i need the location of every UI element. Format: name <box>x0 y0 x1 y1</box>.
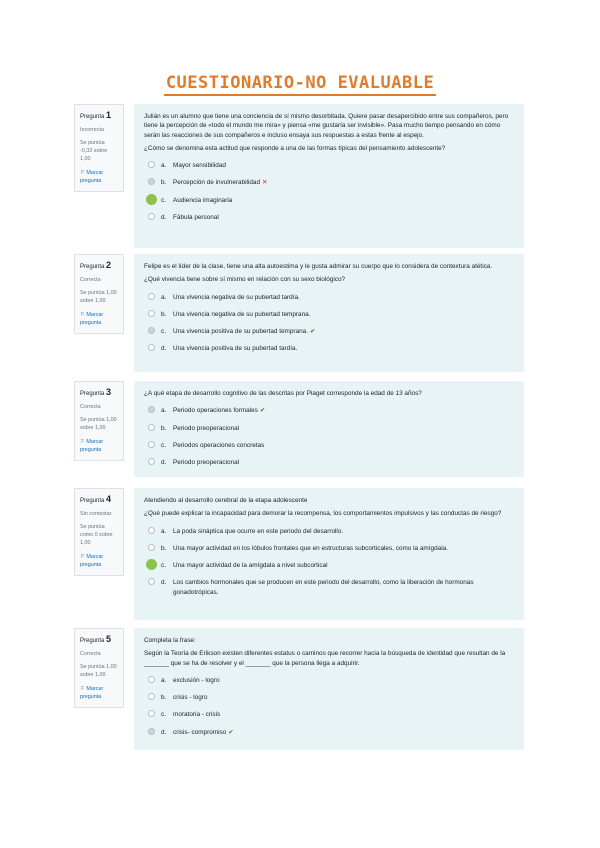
radio-icon[interactable] <box>148 710 155 717</box>
flag-question-link[interactable]: ⚐ Marcar pregunta <box>80 438 104 453</box>
answer-option[interactable]: b. Una mayor actividad en los lóbulos frontales que en estructuras subcorticales, como la amígdala. <box>148 544 514 553</box>
check-icon: ✔ <box>259 407 266 415</box>
radio-icon[interactable] <box>148 676 155 683</box>
answer-options <box>144 293 514 354</box>
answer-option[interactable]: d. Una vivencia positiva de su pubertad tardía. <box>148 344 514 353</box>
answer-options <box>144 406 514 467</box>
flag-question-link[interactable]: ⚐ Marcar pregunta <box>80 685 104 700</box>
radio-icon[interactable] <box>148 310 155 317</box>
radio-icon[interactable] <box>148 293 155 300</box>
radio-checked-icon[interactable] <box>148 406 155 413</box>
answer-option[interactable]: d. Periodo preoperacional <box>148 458 514 467</box>
answer-option[interactable]: d. Los cambios hormonales que se producen en este periodo del desarrollo, como la liberación de hormonas gonadotrópicas. <box>148 578 514 597</box>
question-info-3: Pregunta 3 Correcta Se puntúa 1,00 sobre 1,00 ⚐ Marcar pregunta <box>74 381 124 461</box>
question-content-2 <box>134 254 524 372</box>
question-state: Sin contestar <box>80 510 112 517</box>
answer-option[interactable]: b. Una vivencia negativa de su pubertad temprana. <box>148 310 514 319</box>
check-icon: ✔ <box>310 328 316 336</box>
question-grade: Se puntúa como 0 sobre 1,00 <box>80 523 113 546</box>
flag-question-link[interactable]: ⚐ Marcar pregunta <box>80 553 104 569</box>
answer-option[interactable]: a. La poda sináptica que ocurre en este periodo del desarrollo. <box>148 527 514 536</box>
radio-icon[interactable] <box>148 527 155 534</box>
answer-option[interactable]: a. Una vivencia negativa de su pubertad tardía. <box>148 293 514 302</box>
question-info-1: Pregunta 1 Incorrecta Se puntúa -0,33 sobre 1,00 ⚐ Marcar pregunta <box>74 104 124 192</box>
answer-option[interactable]: b. Percepción de invulnerabilidad ✕ <box>148 178 514 187</box>
answer-option[interactable]: a. exclusión - logro <box>148 676 514 685</box>
answer-option[interactable]: c. Una mayor actividad de la amígdala a nivel subcortical <box>148 561 514 570</box>
question-text: Julián es un alumno que tiene una conciencia de sí mismo desorbitada. Quiere pasar desapercibido entre sus compañeros, pero tiene la percepción de «todo el mundo me mira» y piensa «me gustaría ser invisible». Pasa mucho tiempo pensando en cómo serán las reacciones de sus compañeros e incluso ensaya sus respuestas a estas frente al espejo. <box>144 113 509 139</box>
radio-icon[interactable] <box>148 578 155 585</box>
question-info-4: Pregunta 4 Sin contestar Se puntúa como 0 sobre 1,00 ⚐ Marcar pregunta <box>74 488 124 576</box>
question-info-2: Pregunta 2 Correcta Se puntúa 1,00 sobre 1,00 ⚐ Marcar pregunta <box>74 254 124 334</box>
radio-icon[interactable] <box>148 441 155 448</box>
page-title: CUESTIONARIO-NO EVALUABLE <box>0 73 600 93</box>
question-content-4 <box>134 488 524 620</box>
flag-question-link[interactable]: ⚐ Marcar pregunta <box>80 169 104 185</box>
question-text: Completa la frase: <box>144 637 196 644</box>
radio-icon[interactable] <box>148 161 155 168</box>
radio-icon[interactable] <box>148 424 155 431</box>
question-grade: Se puntúa 1,00 sobre 1,00 <box>80 416 117 431</box>
radio-icon[interactable] <box>148 344 155 351</box>
question-state: Correcta <box>80 650 101 657</box>
answer-options <box>144 161 514 222</box>
answer-option[interactable]: c. moratoria - crisis <box>148 710 514 719</box>
question-grade: Se puntúa -0,33 sobre 1,00 <box>80 139 108 162</box>
incorrect-icon: ✕ <box>262 179 268 187</box>
answer-option[interactable]: b. Periodo preoperacional <box>148 424 514 433</box>
question-text: Atendiendo al desarrollo cerebral de la etapa adolescente <box>144 497 308 504</box>
question-info-5: Pregunta 5 Correcta Se puntúa 1,00 sobre 1,00 ⚐ Marcar pregunta <box>74 628 124 708</box>
question-prompt: ¿Cómo se denomina esta actitud que responde a una de las formas típicas del pensamiento adolescente? <box>144 144 446 152</box>
answer-option[interactable]: c. Periodos operaciones concretas <box>148 441 514 450</box>
question-state: Correcta <box>80 403 101 410</box>
radio-icon[interactable] <box>148 213 155 220</box>
question-prompt: ¿Qué vivencia tiene sobre sí mismo en relación con su sexo biológico? <box>144 276 346 284</box>
correct-marker-icon <box>146 559 157 570</box>
radio-checked-icon[interactable] <box>148 178 155 185</box>
answer-options <box>144 527 514 597</box>
question-prompt: ¿A qué etapa de desarrollo cognitivo de las descritas por Piaget corresponde la edad de 13 años? <box>144 390 422 397</box>
answer-option[interactable]: b. crisis - logro <box>148 693 514 702</box>
answer-option[interactable]: c. Una vivencia positiva de su pubertad temprana. ✔ <box>148 327 514 336</box>
answer-option[interactable]: d. crisis- compromiso ✔ <box>148 728 514 737</box>
answer-option[interactable]: d. Fábula personal <box>148 213 514 222</box>
question-prompt: Según la Teoría de Erikson existen diferentes estatus o caminos que recorrer hacia la búsqueda de identidad que resultan de la _______ que se ha de resolver y el _______ que la persona llega a adquirir. <box>144 650 506 667</box>
question-grade: Se puntúa 1,00 sobre 1,00 <box>80 663 117 678</box>
check-icon: ✔ <box>228 728 234 736</box>
answer-options <box>144 676 514 737</box>
question-content-1 <box>134 104 524 248</box>
radio-checked-icon[interactable] <box>148 728 155 735</box>
answer-option[interactable]: a. Periodo operaciones formales ✔ <box>148 406 514 415</box>
radio-checked-icon[interactable] <box>148 327 155 334</box>
question-state: Incorrecta <box>80 126 104 133</box>
answer-option[interactable]: a. Mayor sensibilidad <box>148 161 514 170</box>
radio-icon[interactable] <box>148 544 155 551</box>
question-grade: Se puntúa 1,00 sobre 1,00 <box>80 289 117 304</box>
question-content-5 <box>134 628 524 750</box>
question-prompt: ¿Qué puede explicar la incapacidad para demorar la recompensa, los comportamientos impulsivos y las conductas de riesgo? <box>144 510 502 518</box>
question-text: Felipe es el líder de la clase, tiene una alta autoestima y le gusta admirar su cuerpo que lo considera de contextura atética. <box>144 263 493 270</box>
correct-marker-icon <box>146 194 157 205</box>
question-state: Correcta <box>80 276 101 283</box>
flag-question-link[interactable]: ⚐ Marcar pregunta <box>80 311 104 326</box>
radio-icon[interactable] <box>148 693 155 700</box>
radio-icon[interactable] <box>148 458 155 465</box>
question-content-3 <box>134 381 524 477</box>
answer-option[interactable]: c. Audiencia imaginaria <box>148 196 514 205</box>
